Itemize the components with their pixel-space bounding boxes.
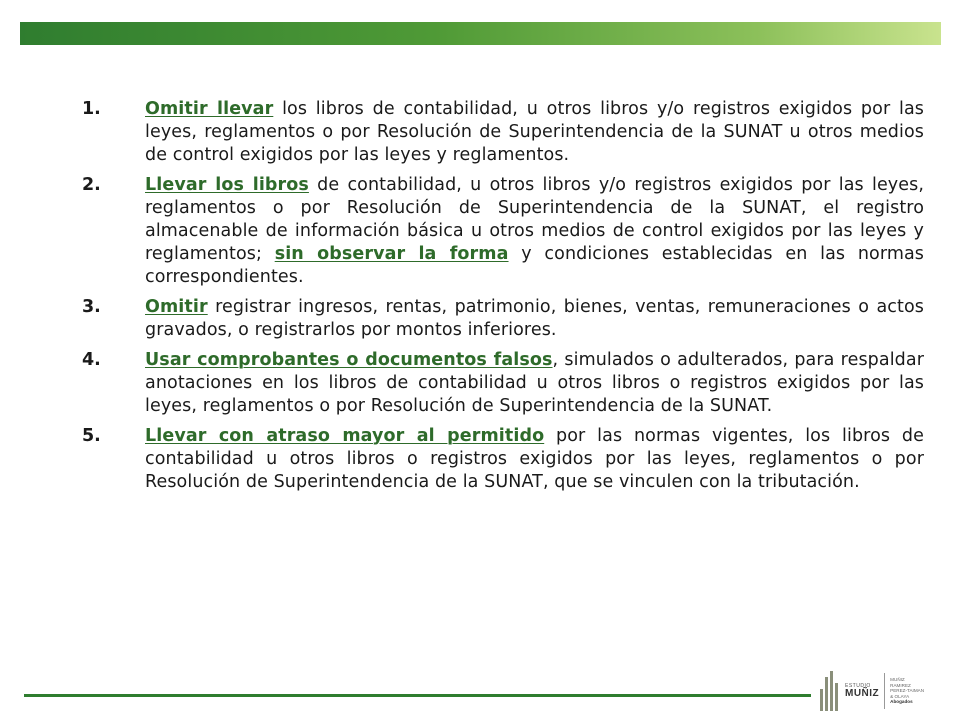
item-number: 5. [82,426,101,446]
logo-partner: PEREZ-TAIMAN [890,688,925,694]
logo-suffix: Abogados [890,699,913,705]
item-body: de contabilidad, u otros libros y/o registros exigidos por las leyes, reglamentos o por Resolución de Superintendencia de la SUNAT, el registro almacenable de información básica u otros medios de control exigidos por las leyes y reglamentos; [145,175,925,264]
item-text [145,174,924,289]
list-item-2 [82,174,924,289]
list-item-3 [82,296,924,342]
item-highlight: Omitir [145,297,208,317]
item-body: los libros de contabilidad, u otros libros y/o registros exigidos por las leyes, reglamentos o por Resolución de Superintendencia de la SUNAT u otros medios de control exigidos por las leyes y reglamentos. [145,99,924,165]
item-text [145,349,924,418]
item-number: 3. [82,297,101,317]
item-number: 2. [82,175,101,195]
logo-name: MUÑIZ [845,687,880,699]
item-text [145,425,924,494]
item-body: , simulados o adulterados, para respaldar anotaciones en los libros de contabilidad u otros libros o registros exigidos por las leyes, reglamentos o por Resolución de Superintendencia de la SUNAT. [145,350,924,416]
item-number: 1. [82,99,101,119]
logo-partner: RAMIREZ [890,682,911,688]
item-highlight: Llevar con atraso mayor al permitido [145,426,545,446]
list-item-5 [82,425,924,494]
list-item-4 [82,349,924,418]
footer-divider [24,694,811,697]
item-text [145,296,924,342]
item-body-secondary: y condiciones establecidas en las normas correspondientes. [145,244,925,287]
item-highlight: Usar comprobantes o documentos falsos [145,350,553,370]
firm-logo [820,668,940,714]
logo-wordmark [845,684,879,699]
infractions-list [82,98,924,501]
item-highlight-secondary: sin observar la forma [274,244,509,264]
logo-bars-icon [820,671,840,711]
item-number: 4. [82,350,101,370]
logo-partner: & OLAYA [890,693,910,699]
item-text [145,98,924,167]
item-highlight: Omitir llevar [145,99,274,119]
logo-small-text: ESTUDIO [845,682,871,689]
item-highlight: Llevar los libros [145,175,309,195]
list-item-1 [82,98,924,167]
item-body: registrar ingresos, rentas, patrimonio, bienes, ventas, remuneraciones o actos gravados, o registrarlos por montos inferiores. [145,297,924,340]
logo-partner: MUÑIZ [890,677,905,683]
logo-separator [884,673,885,709]
header-gradient-bar [20,22,941,45]
item-body: por las normas vigentes, los libros de contabilidad u otros libros o registros exigidos por las leyes, reglamentos o por Resolución de Superintendencia de la SUNAT, que se vinculen con la tributación. [145,426,924,492]
logo-partners [890,677,924,705]
